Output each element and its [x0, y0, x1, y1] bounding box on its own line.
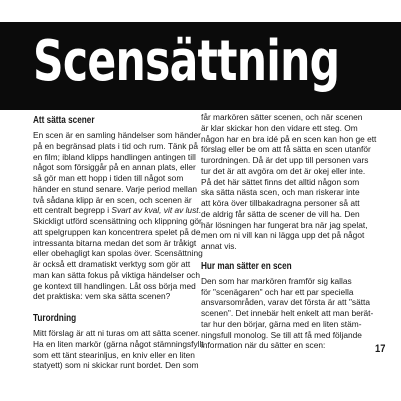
body-line: tur det är att avgöra om det är okej eller inte. — [201, 165, 366, 176]
body-line: Skickligt utförd scensättning och klippning gör — [33, 216, 202, 226]
body-line: turordningen. Då är det upp till personen vars — [201, 155, 369, 165]
body-line: intressanta bitarna medan det som är tråkigt — [33, 237, 197, 248]
body-line: ge kontext till handlingen. Låt oss börja med — [33, 280, 196, 291]
page-title: Scensättning — [33, 29, 340, 94]
body-line: information när du sätter en scen: — [201, 340, 326, 351]
body-line: En scen är en samling händelser som händer — [33, 130, 201, 140]
left-column — [33, 112, 204, 371]
body-line: man kan sätta fokus på viktiga händelser och — [33, 269, 200, 280]
body-line: Mitt förslag är att ni turas om att sätta scener. — [33, 328, 200, 338]
body-line: är klar skickar hon den vidare ett steg. Om — [201, 122, 358, 133]
body-line: ansvarsområden, varav det första är att "sätta — [201, 297, 370, 308]
body-line: scenen". Det innebär helt enkelt att man berät- — [201, 308, 374, 318]
section-body-att-satta-scener — [33, 130, 203, 302]
body-line: eller obehagligt kan spolas över. Scensättning — [33, 248, 203, 259]
page-number: 17 — [375, 343, 386, 355]
paragraph-continued — [198, 112, 377, 252]
section-heading-att-satta-scener: Att sätta scener — [33, 115, 95, 126]
body-text: . — [198, 205, 201, 216]
body-line: tar hur den börjar, gärna med en liten stäm- — [201, 318, 362, 329]
body-line: någon har en bra idé på en scen kan hon ge ett — [201, 133, 377, 144]
body-line: en film; ibland klipps handlingen antingen till — [33, 151, 196, 162]
section-heading-hur-man-satter-en-scen: Hur man sätter en scen — [201, 260, 292, 272]
body-line: det praktiska: vem ska sätta scenen? — [33, 291, 171, 302]
body-line: statyett) som ni skickar runt bordet. Den som — [33, 360, 199, 371]
section-body-hur-man-satter-en-scen — [201, 275, 374, 351]
body-line: de aldrig får sätta de scener de vill ha. Den — [201, 208, 360, 219]
body-line: är också ett dramatiskt verktyg som gör att — [33, 259, 191, 269]
body-line: något som försiggår på en annan plats, eller — [33, 162, 196, 173]
body-line: händer en stund senare. Varje period mellan — [33, 183, 198, 194]
body-line: här lösningen har fungerat bra när jag spelat, — [201, 219, 368, 230]
body-line: för "scenägaren" och har ett par speciella — [201, 286, 354, 297]
body-line: ska sätta nästa scen, och man riskerar inte — [201, 187, 360, 198]
body-line: På det här sättet finns det alltid någon som — [201, 176, 360, 187]
body-text: ett centralt begrepp i — [33, 205, 112, 216]
section-body-turordning — [33, 328, 204, 371]
body-line: Den som har markören framför sig kallas — [201, 275, 352, 286]
book-title-italic: Svart av kval, vit av lust — [111, 205, 199, 216]
body-line: att köra över tillbakadragna personer så att — [201, 198, 360, 208]
body-line: två sådana klipp är en scen, och scenen är — [33, 194, 192, 205]
body-line: så gör man ett hopp i tiden till något som — [33, 173, 184, 183]
right-column — [198, 112, 377, 351]
body-line: annat vis. — [201, 241, 237, 251]
section-heading-turordning: Turordning — [33, 313, 77, 324]
body-line: på en begränsad plats i tid och rum. Tänk på — [33, 140, 198, 151]
body-line: att spelgruppen kan koncentrera spelet på de — [33, 226, 201, 237]
body-line: förslag eller be om att få sätta en scen utanför — [201, 144, 371, 155]
body-line: men om ni vill kan ni lägga upp det på något — [201, 230, 365, 241]
body-line: Ha en liten markör (gärna något stämningsfyllt — [33, 338, 204, 349]
body-line: ningsfull monolog. Se till att få med följande — [201, 329, 362, 340]
body-line — [33, 205, 199, 216]
body-line: får markören sätter scenen, och när scenen — [201, 112, 363, 122]
body-line: som ett tänt stearinljus, en kniv eller en liten — [33, 349, 195, 360]
